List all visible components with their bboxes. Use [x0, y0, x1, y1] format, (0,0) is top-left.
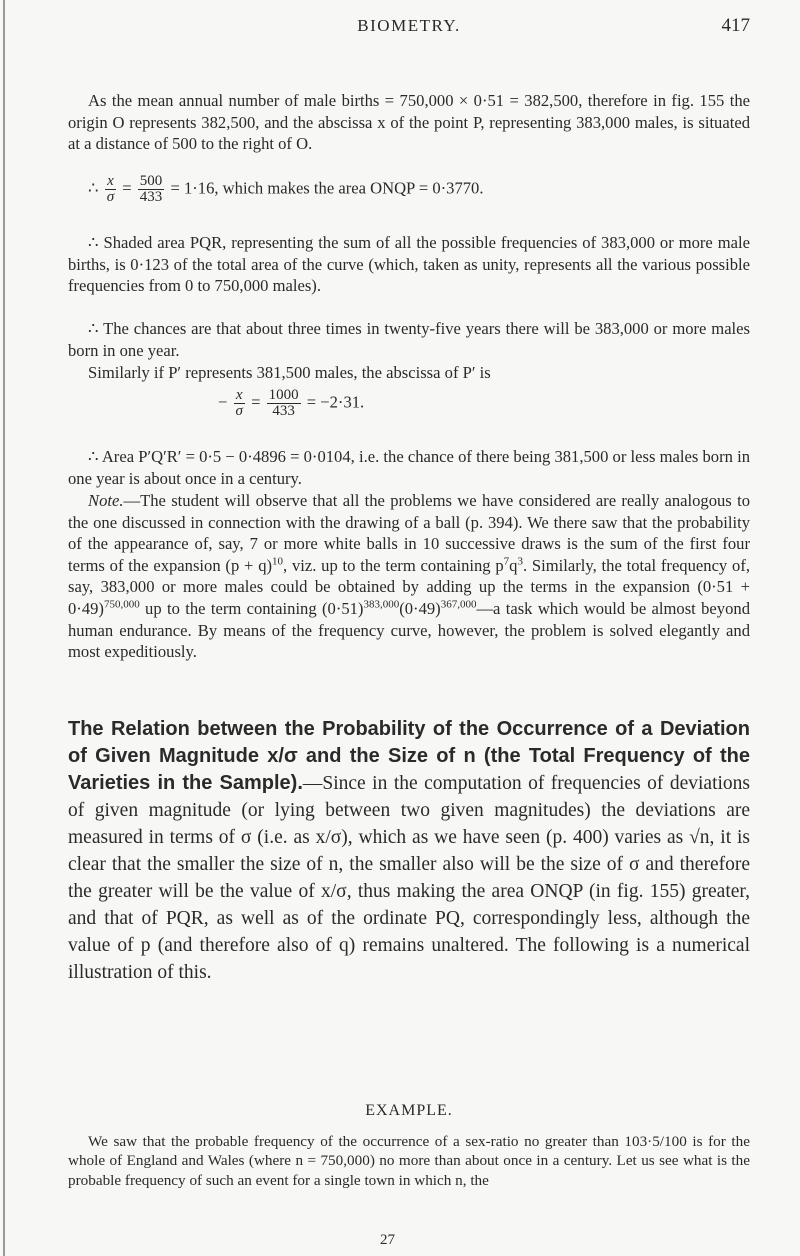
section-heading: The Relation between the Probability of the Occurrence of a Deviation of Given Magnitude x/σ and the Size of n (the Total Frequency of the Varieties in the Sample).: [68, 718, 750, 794]
paragraph-mean-births: As the mean annual number of male births = 750,000 × 0·51 = 382,500, therefore in fig. 155 the origin O represents 382,500, and the abscissa x of the point P, representing 383,000 males, is situated at a distance of 500 to the right of O.: [68, 91, 750, 154]
equation-result: = 1·16, which makes the area ONQP = 0·3770.: [170, 178, 484, 198]
equation-result-2: = −2·31.: [306, 392, 365, 412]
paragraph-chances: ∴ The chances are that about three times in twenty-five years there will be 383,000 or more males born in one year.: [68, 319, 750, 360]
running-title: BIOMETRY.: [357, 16, 461, 35]
paragraph-area-prime: ∴ Area P′Q′R′ = 0·5 − 0·4896 = 0·0104, i.e. the chance of there being 381,500 or less males born in one year is about once in a century.: [68, 447, 750, 488]
fraction-lhs-2: $\frac{x}{\sigma}$: [235, 387, 243, 419]
page-edge: [3, 0, 5, 1256]
therefore-symbol: ∴: [88, 178, 99, 198]
equation-x-over-sigma-2: − $\frac{x}{\sigma}$ = $\frac{1000}{433}$ = −2·31.: [218, 387, 365, 419]
fraction-lhs: $\frac{x}{\sigma}$: [106, 173, 115, 205]
signature-mark: 27: [380, 1232, 395, 1248]
page-header: [68, 16, 750, 40]
paragraph-shaded-area: ∴ Shaded area PQR, representing the sum of all the possible frequencies of 383,000 or more male births, is 0·123 of the total area of the curve (which, taken as unity, represents all the various possible frequencies from 0 to 750,000 males).: [68, 233, 750, 296]
example-paragraph: We saw that the probable frequency of the occurrence of a sex-ratio no greater than 103·5/100 is for the whole of England and Wales (where n = 750,000) no more than about once in a century. Let us see what is the probable frequency of such an event for a single town in which n, the: [68, 1133, 750, 1189]
equation-x-over-sigma-1: ∴ $\frac{x}{\sigma}$ = $\frac{500}{433}$ = 1·16, which makes the area ONQP = 0·3770.: [88, 173, 484, 205]
paragraph-similarly: Similarly if P′ represents 381,500 males, the abscissa of P′ is: [88, 363, 491, 382]
note-label: Note.: [88, 491, 124, 510]
fraction-rhs: $\frac{500}{433}$: [139, 173, 163, 205]
page-number: 417: [721, 15, 750, 36]
section-body: —Since in the computation of frequencies of deviations of given magnitude (or lying between two given magnitudes) the deviations are measured in terms of σ (i.e. as x/σ), which as we have seen (p. 400) varies as √n, it is clear that the smaller the size of n, the smaller also will be the size of σ and therefore the greater will be the value of x/σ, thus making the area ONQP (in fig. 155) greater, and that of PQR, as well as of the ordinate PQ, correspondingly less, although the value of p (and therefore also of q) remains unaltered. The following is a numerical illustration of this.: [68, 773, 750, 983]
fraction-rhs-2: $\frac{1000}{433}$: [268, 387, 299, 419]
example-title: EXAMPLE.: [365, 1102, 453, 1119]
note-paragraph: Note.—The student will observe that all the problems we have considered are really analogous to the one discussed in connection with the drawing of a ball (p. 394). We there saw that the probability of the appearance of, say, 7 or more white balls in 10 successive draws is the sum of the first four terms of the expansion $(p + q)^{10}$, viz. up to the term containing $p^7q^3$. Similarly, the total frequency of, say, 383,000 or more males could be obtained by adding up the terms in the expansion $(0\cdot 51 + 0\cdot 49)^{750,000}$ up to the term containing $(0\cdot 51)^{383,000}(0\cdot 49)^{367,000}—a$ task which would be almost beyond human endurance. By means of the frequency curve, however, the problem is solved elegantly and most expeditiously.: [68, 491, 750, 662]
section-relation-probability: [68, 716, 750, 986]
